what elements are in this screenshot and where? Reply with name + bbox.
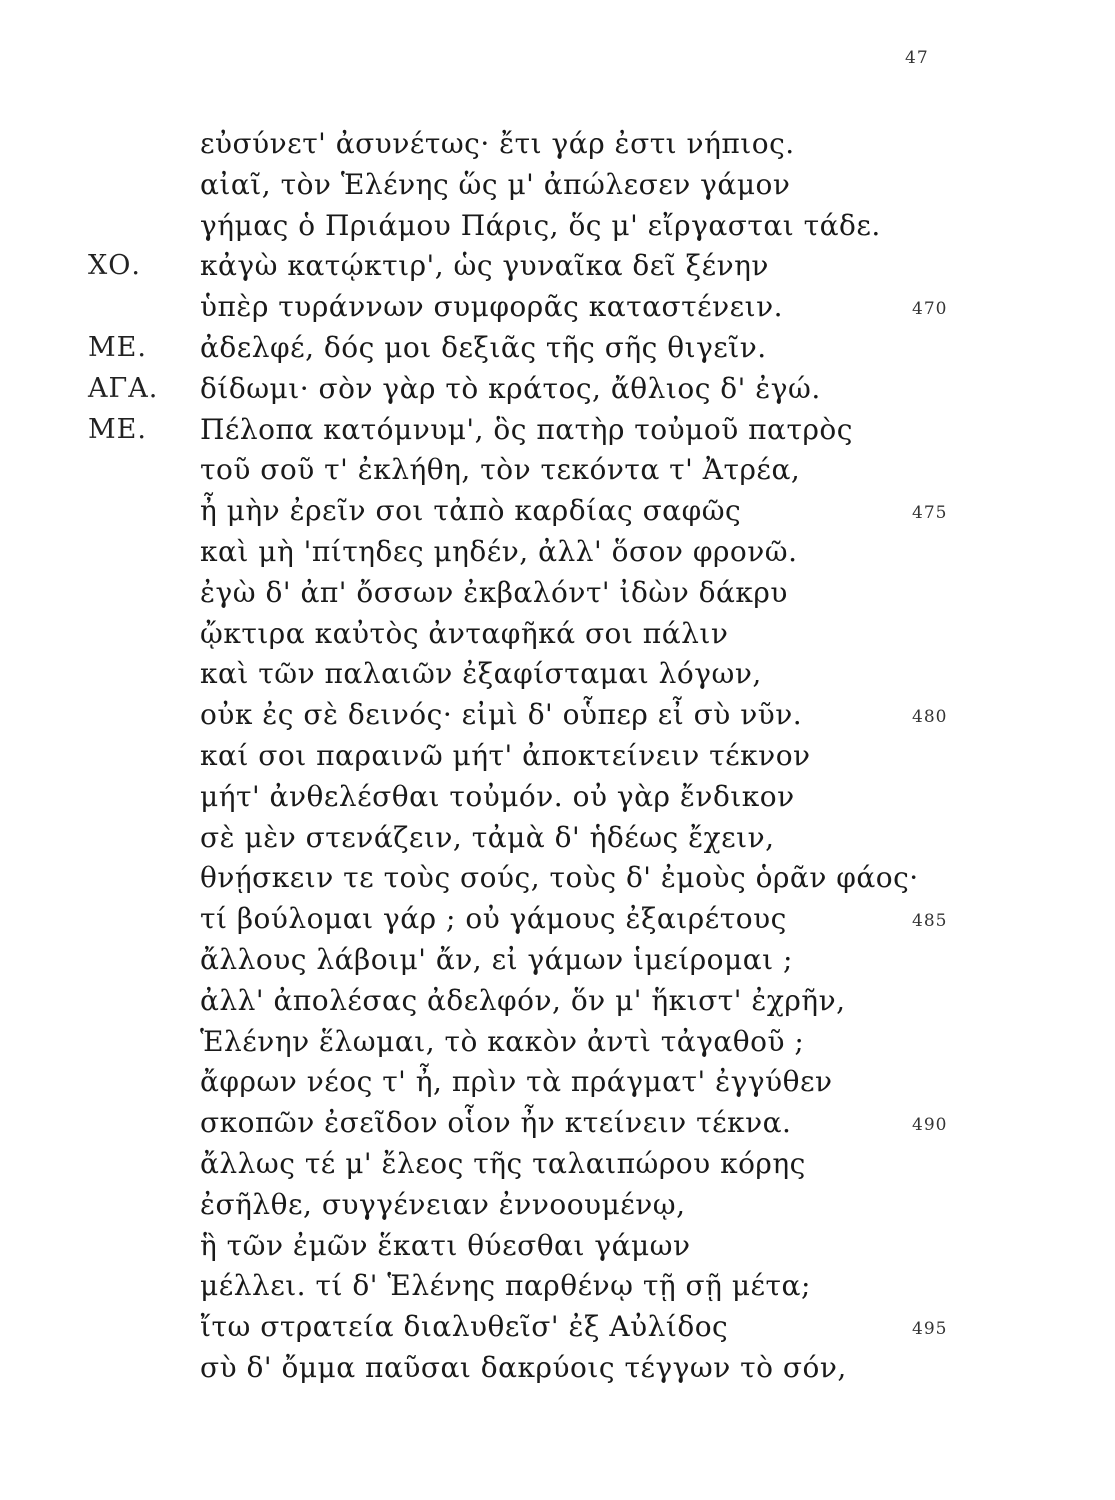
verse-line (0, 1185, 1115, 1226)
verse-text: ἀδελφέ, δός μοι δεξιᾶς τῆς σῆς θιγεῖν. (200, 330, 767, 364)
verse-text: καί σοι παραινῶ μήτ' ἀποκτείνειν τέκνον (200, 738, 811, 772)
verse-text: τοῦ σοῦ τ' ἐκλήθη, τὸν τεκόντα τ' Ἀτρέα, (200, 453, 801, 487)
verse-line (0, 736, 1115, 777)
verse-text: κἀγὼ κατῴκτιρ', ὡς γυναῖκα δεῖ ξένην (200, 249, 769, 283)
verse-text: γήμας ὁ Πριάμου Πάρις, ὅς μ' εἴργασται τάδε. (200, 208, 881, 242)
verse-line (0, 1103, 1115, 1144)
verse-line (0, 614, 1115, 655)
verse-line (0, 940, 1115, 981)
speaker-label: ΜΕ. (88, 413, 147, 445)
verse-text: σὲ μὲν στενάζειν, τἀμὰ δ' ἡδέως ἔχειν, (200, 820, 775, 854)
verse-line (0, 1062, 1115, 1103)
speaker-label: ΧΟ. (88, 250, 141, 282)
verse-line (0, 777, 1115, 818)
verse-text: εὐσύνετ' ἀσυνέτως· ἔτι γάρ ἐστι νήπιος. (200, 127, 795, 160)
verse-line (0, 1022, 1115, 1063)
line-number: 480 (912, 707, 948, 728)
page-number: 47 (905, 48, 929, 68)
verse-line (0, 532, 1115, 573)
verse-lines (0, 124, 1115, 1389)
verse-text: ἄλλως τέ μ' ἔλεος τῆς ταλαιπώρου κόρης (200, 1146, 806, 1180)
verse-text: ἄφρων νέος τ' ἦ, πρὶν τὰ πράγματ' ἐγγύθεν (200, 1065, 833, 1099)
verse-line (0, 981, 1115, 1022)
line-number: 495 (912, 1319, 948, 1340)
speaker-label: ΜΕ. (88, 331, 147, 363)
verse-text: ἐγὼ δ' ἀπ' ὄσσων ἐκβαλόντ' ἰδὼν δάκρυ (200, 575, 788, 609)
verse-line (0, 1348, 1115, 1389)
verse-text: σὺ δ' ὄμμα παῦσαι δακρύοις τέγγων τὸ σόν, (200, 1350, 847, 1384)
verse-line (0, 695, 1115, 736)
verse-line (0, 491, 1115, 532)
verse-line (0, 246, 1115, 287)
verse-text: θνῄσκειν τε τοὺς σούς, τοὺς δ' ἐμοὺς ὁρᾶν φάος· (200, 861, 919, 895)
verse-text: Πέλοπα κατόμνυμ', ὃς πατὴρ τοὐμοῦ πατρὸς (200, 412, 853, 446)
verse-line (0, 654, 1115, 695)
verse-line (0, 1266, 1115, 1307)
verse-text: ἄλλους λάβοιμ' ἄν, εἰ γάμων ἱμείρομαι ; (200, 942, 793, 976)
verse-text: δίδωμι· σὸν γὰρ τὸ κράτος, ἄθλιος δ' ἐγώ. (200, 371, 821, 405)
verse-text: ἐσῆλθε, συγγένειαν ἐννοουμένῳ, (200, 1187, 686, 1221)
verse-line (0, 410, 1115, 451)
line-number: 490 (912, 1115, 948, 1136)
verse-text: ἣ τῶν ἐμῶν ἕκατι θύεσθαι γάμων (200, 1228, 691, 1262)
verse-text: οὐκ ἐς σὲ δεινός· εἰμὶ δ' οὗπερ εἶ σὺ νῦν. (200, 698, 803, 732)
verse-line (0, 1144, 1115, 1185)
verse-line (0, 328, 1115, 369)
verse-text: αἰαῖ, τὸν Ἑλένης ὥς μ' ἀπώλεσεν γάμον (200, 167, 791, 201)
verse-text: ἦ μὴν ἐρεῖν σοι τἀπὸ καρδίας σαφῶς (200, 494, 742, 528)
speaker-label: ΑΓΑ. (88, 372, 159, 404)
verse-line (0, 124, 1115, 165)
verse-text: μέλλει. τί δ' Ἑλένης παρθένῳ τῇ σῇ μέτα; (200, 1269, 811, 1303)
verse-text: σκοπῶν ἐσεῖδον οἷον ἦν κτείνειν τέκνα. (200, 1106, 792, 1140)
verse-line (0, 450, 1115, 491)
verse-text: καὶ μὴ 'πίτηδες μηδέν, ἀλλ' ὅσον φρονῶ. (200, 534, 798, 568)
verse-text: ᾤκτιρα καὐτὸς ἀνταφῆκά σοι πάλιν (200, 616, 729, 650)
verse-line (0, 369, 1115, 410)
verse-text: μήτ' ἀνθελέσθαι τοὐμόν. οὐ γὰρ ἔνδικον (200, 779, 795, 813)
verse-line (0, 573, 1115, 614)
line-number: 475 (912, 503, 948, 524)
verse-text: ἴτω στρατεία διαλυθεῖσ' ἐξ Αὐλίδος (200, 1310, 729, 1344)
verse-text: ὑπὲρ τυράννων συμφορᾶς καταστένειν. (200, 290, 784, 324)
verse-text: καὶ τῶν παλαιῶν ἐξαφίσταμαι λόγων, (200, 657, 762, 691)
verse-line (0, 858, 1115, 899)
verse-text: τί βούλομαι γάρ ; οὐ γάμους ἐξαιρέτους (200, 902, 787, 936)
verse-line (0, 287, 1115, 328)
verse-line (0, 206, 1115, 247)
verse-line (0, 1307, 1115, 1348)
verse-line (0, 165, 1115, 206)
verse-text: Ἑλένην ἕλωμαι, τὸ κακὸν ἀντὶ τἀγαθοῦ ; (200, 1024, 805, 1058)
verse-line (0, 1226, 1115, 1267)
line-number: 485 (912, 911, 948, 932)
verse-line (0, 818, 1115, 859)
line-number: 470 (912, 299, 948, 320)
verse-text: ἀλλ' ἀπολέσας ἀδελφόν, ὅν μ' ἥκιστ' ἐχρῆν, (200, 983, 846, 1017)
verse-line (0, 899, 1115, 940)
